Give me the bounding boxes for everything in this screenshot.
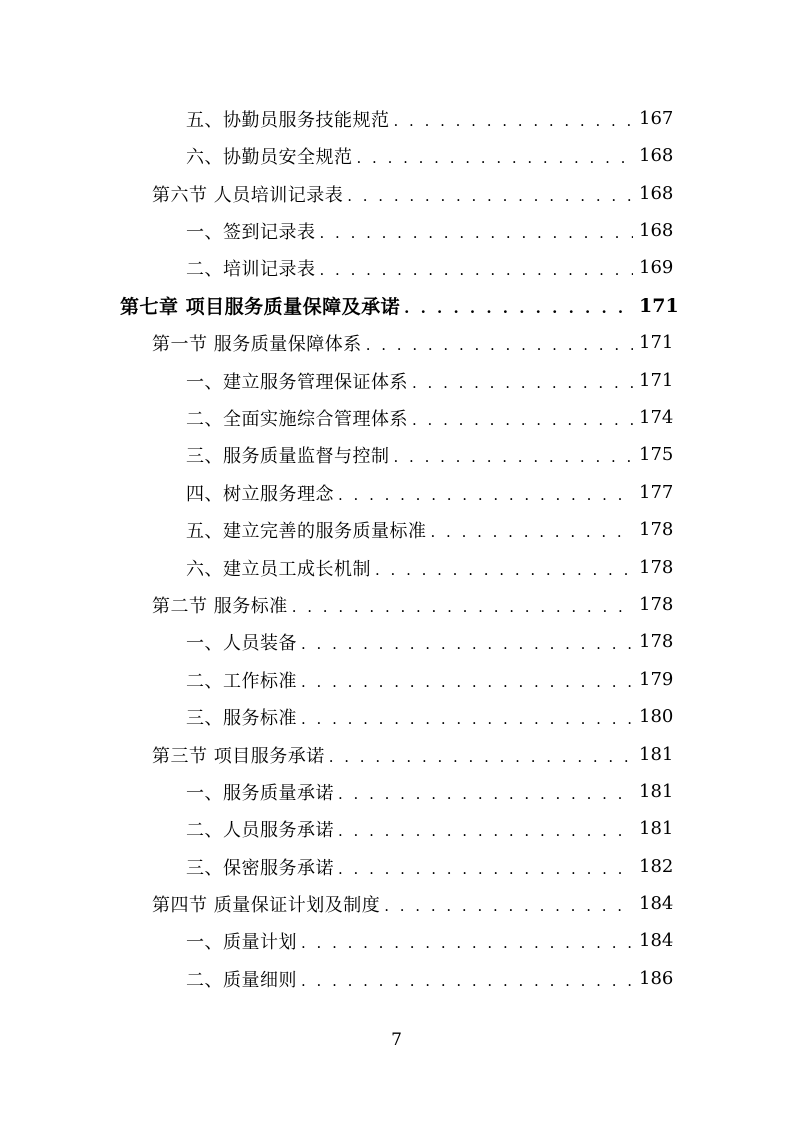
toc-entry[interactable]	[186, 698, 673, 735]
toc-entry[interactable]	[186, 249, 673, 286]
toc-leader-dots	[292, 594, 633, 616]
toc-entry[interactable]	[186, 212, 673, 249]
toc-entry-title: 一、签到记录表	[186, 221, 316, 243]
toc-entry-title: 第三节 项目服务承诺	[152, 745, 325, 767]
toc-entry-title: 二、质量细则	[186, 969, 297, 991]
toc-entry-page: 181	[639, 818, 674, 839]
toc-entry-page: 167	[639, 108, 674, 129]
toc-entry[interactable]	[186, 362, 673, 399]
toc-leader-dots	[412, 407, 633, 429]
toc-entry-page: 178	[639, 631, 674, 652]
toc-entry[interactable]	[186, 137, 673, 174]
toc-entry-title: 一、服务质量承诺	[186, 782, 334, 804]
toc-entry[interactable]	[186, 810, 673, 847]
toc-entry[interactable]	[186, 100, 673, 137]
toc-entry[interactable]	[186, 773, 673, 810]
toc-leader-dots	[301, 968, 633, 990]
toc-leader-dots	[338, 781, 633, 803]
toc-entry-title: 二、人员服务承诺	[186, 819, 334, 841]
page-number: 7	[391, 1030, 402, 1050]
toc-entry-page: 171	[639, 332, 674, 353]
toc-entry[interactable]	[186, 474, 673, 511]
toc-leader-dots	[301, 631, 633, 653]
toc-entry-title: 三、服务质量监督与控制	[186, 445, 390, 467]
toc-entry-page: 178	[639, 557, 674, 578]
toc-entry-title: 三、服务标准	[186, 707, 297, 729]
toc-leader-dots	[301, 706, 633, 728]
toc-leader-dots	[404, 295, 633, 317]
toc-entry-title: 五、建立完善的服务质量标准	[186, 520, 427, 542]
toc-entry[interactable]	[186, 848, 673, 885]
toc-entry-page: 171	[639, 294, 679, 317]
toc-entry[interactable]	[186, 549, 673, 586]
toc-entry-page: 168	[639, 145, 674, 166]
toc-entry[interactable]	[186, 399, 673, 436]
toc-leader-dots	[394, 444, 634, 466]
toc-leader-dots	[375, 557, 633, 579]
toc-leader-dots	[338, 856, 633, 878]
toc-entry[interactable]	[186, 511, 673, 548]
toc-leader-dots	[412, 370, 633, 392]
toc-leader-dots	[320, 257, 634, 279]
toc-entry[interactable]	[186, 661, 673, 698]
toc-entry-title: 第二节 服务标准	[152, 595, 288, 617]
toc-leader-dots	[394, 108, 634, 130]
toc-leader-dots	[338, 482, 633, 504]
toc-entry-page: 184	[639, 930, 674, 951]
toc-entry-title: 六、协勤员安全规范	[186, 146, 353, 168]
toc-entry-title: 一、人员装备	[186, 632, 297, 654]
toc-entry-title: 第七章 项目服务质量保障及承诺	[120, 296, 401, 318]
toc-leader-dots	[301, 669, 633, 691]
toc-entry[interactable]	[152, 175, 673, 212]
toc-entry-page: 182	[639, 856, 674, 877]
toc-entry-page: 178	[639, 519, 674, 540]
toc-entry-page: 171	[639, 370, 674, 391]
toc-entry-title: 二、工作标准	[186, 670, 297, 692]
toc-entry[interactable]	[152, 885, 673, 922]
toc-entry[interactable]	[152, 324, 673, 361]
toc-entry-page: 177	[639, 482, 674, 503]
toc-entry[interactable]	[186, 960, 673, 997]
toc-leader-dots	[366, 332, 633, 354]
toc-entry-title: 第六节 人员培训记录表	[152, 184, 344, 206]
toc-entry-title: 一、建立服务管理保证体系	[186, 371, 408, 393]
toc-entry-page: 186	[639, 968, 674, 989]
toc-entry-title: 一、质量计划	[186, 931, 297, 953]
toc-leader-dots	[338, 818, 633, 840]
toc-entry-title: 三、保密服务承诺	[186, 857, 334, 879]
toc-entry-page: 169	[639, 257, 674, 278]
toc-leader-dots	[320, 220, 634, 242]
toc-entry-page: 168	[639, 220, 674, 241]
toc-entry[interactable]	[186, 623, 673, 660]
toc-chapter-entry[interactable]	[120, 287, 679, 324]
toc-entry-page: 175	[639, 444, 674, 465]
toc-entry[interactable]	[186, 436, 673, 473]
toc-entry[interactable]	[152, 586, 673, 623]
toc-leader-dots	[329, 744, 633, 766]
toc-entry-title: 五、协勤员服务技能规范	[186, 109, 390, 131]
toc-entry-title: 二、培训记录表	[186, 258, 316, 280]
toc-entry-page: 178	[639, 594, 674, 615]
toc-entry[interactable]	[186, 922, 673, 959]
toc-entry-page: 180	[639, 706, 674, 727]
toc-entry-title: 二、全面实施综合管理体系	[186, 408, 408, 430]
toc-entry-page: 181	[639, 781, 674, 802]
toc-leader-dots	[431, 519, 634, 541]
toc-entry-title: 四、树立服务理念	[186, 483, 334, 505]
toc-entry-title: 第一节 服务质量保障体系	[152, 333, 362, 355]
toc-entry-title: 第四节 质量保证计划及制度	[152, 894, 381, 916]
toc-entry-page: 181	[639, 744, 674, 765]
toc-entry-page: 179	[639, 669, 674, 690]
toc-entry-page: 174	[639, 407, 674, 428]
toc-leader-dots	[301, 930, 633, 952]
toc-leader-dots	[384, 893, 633, 915]
toc-leader-dots	[347, 183, 633, 205]
toc-leader-dots	[357, 145, 634, 167]
toc-entry-title: 六、建立员工成长机制	[186, 558, 371, 580]
toc-entry-page: 168	[639, 183, 674, 204]
toc-entry-page: 184	[639, 893, 674, 914]
toc-entry[interactable]	[152, 736, 673, 773]
